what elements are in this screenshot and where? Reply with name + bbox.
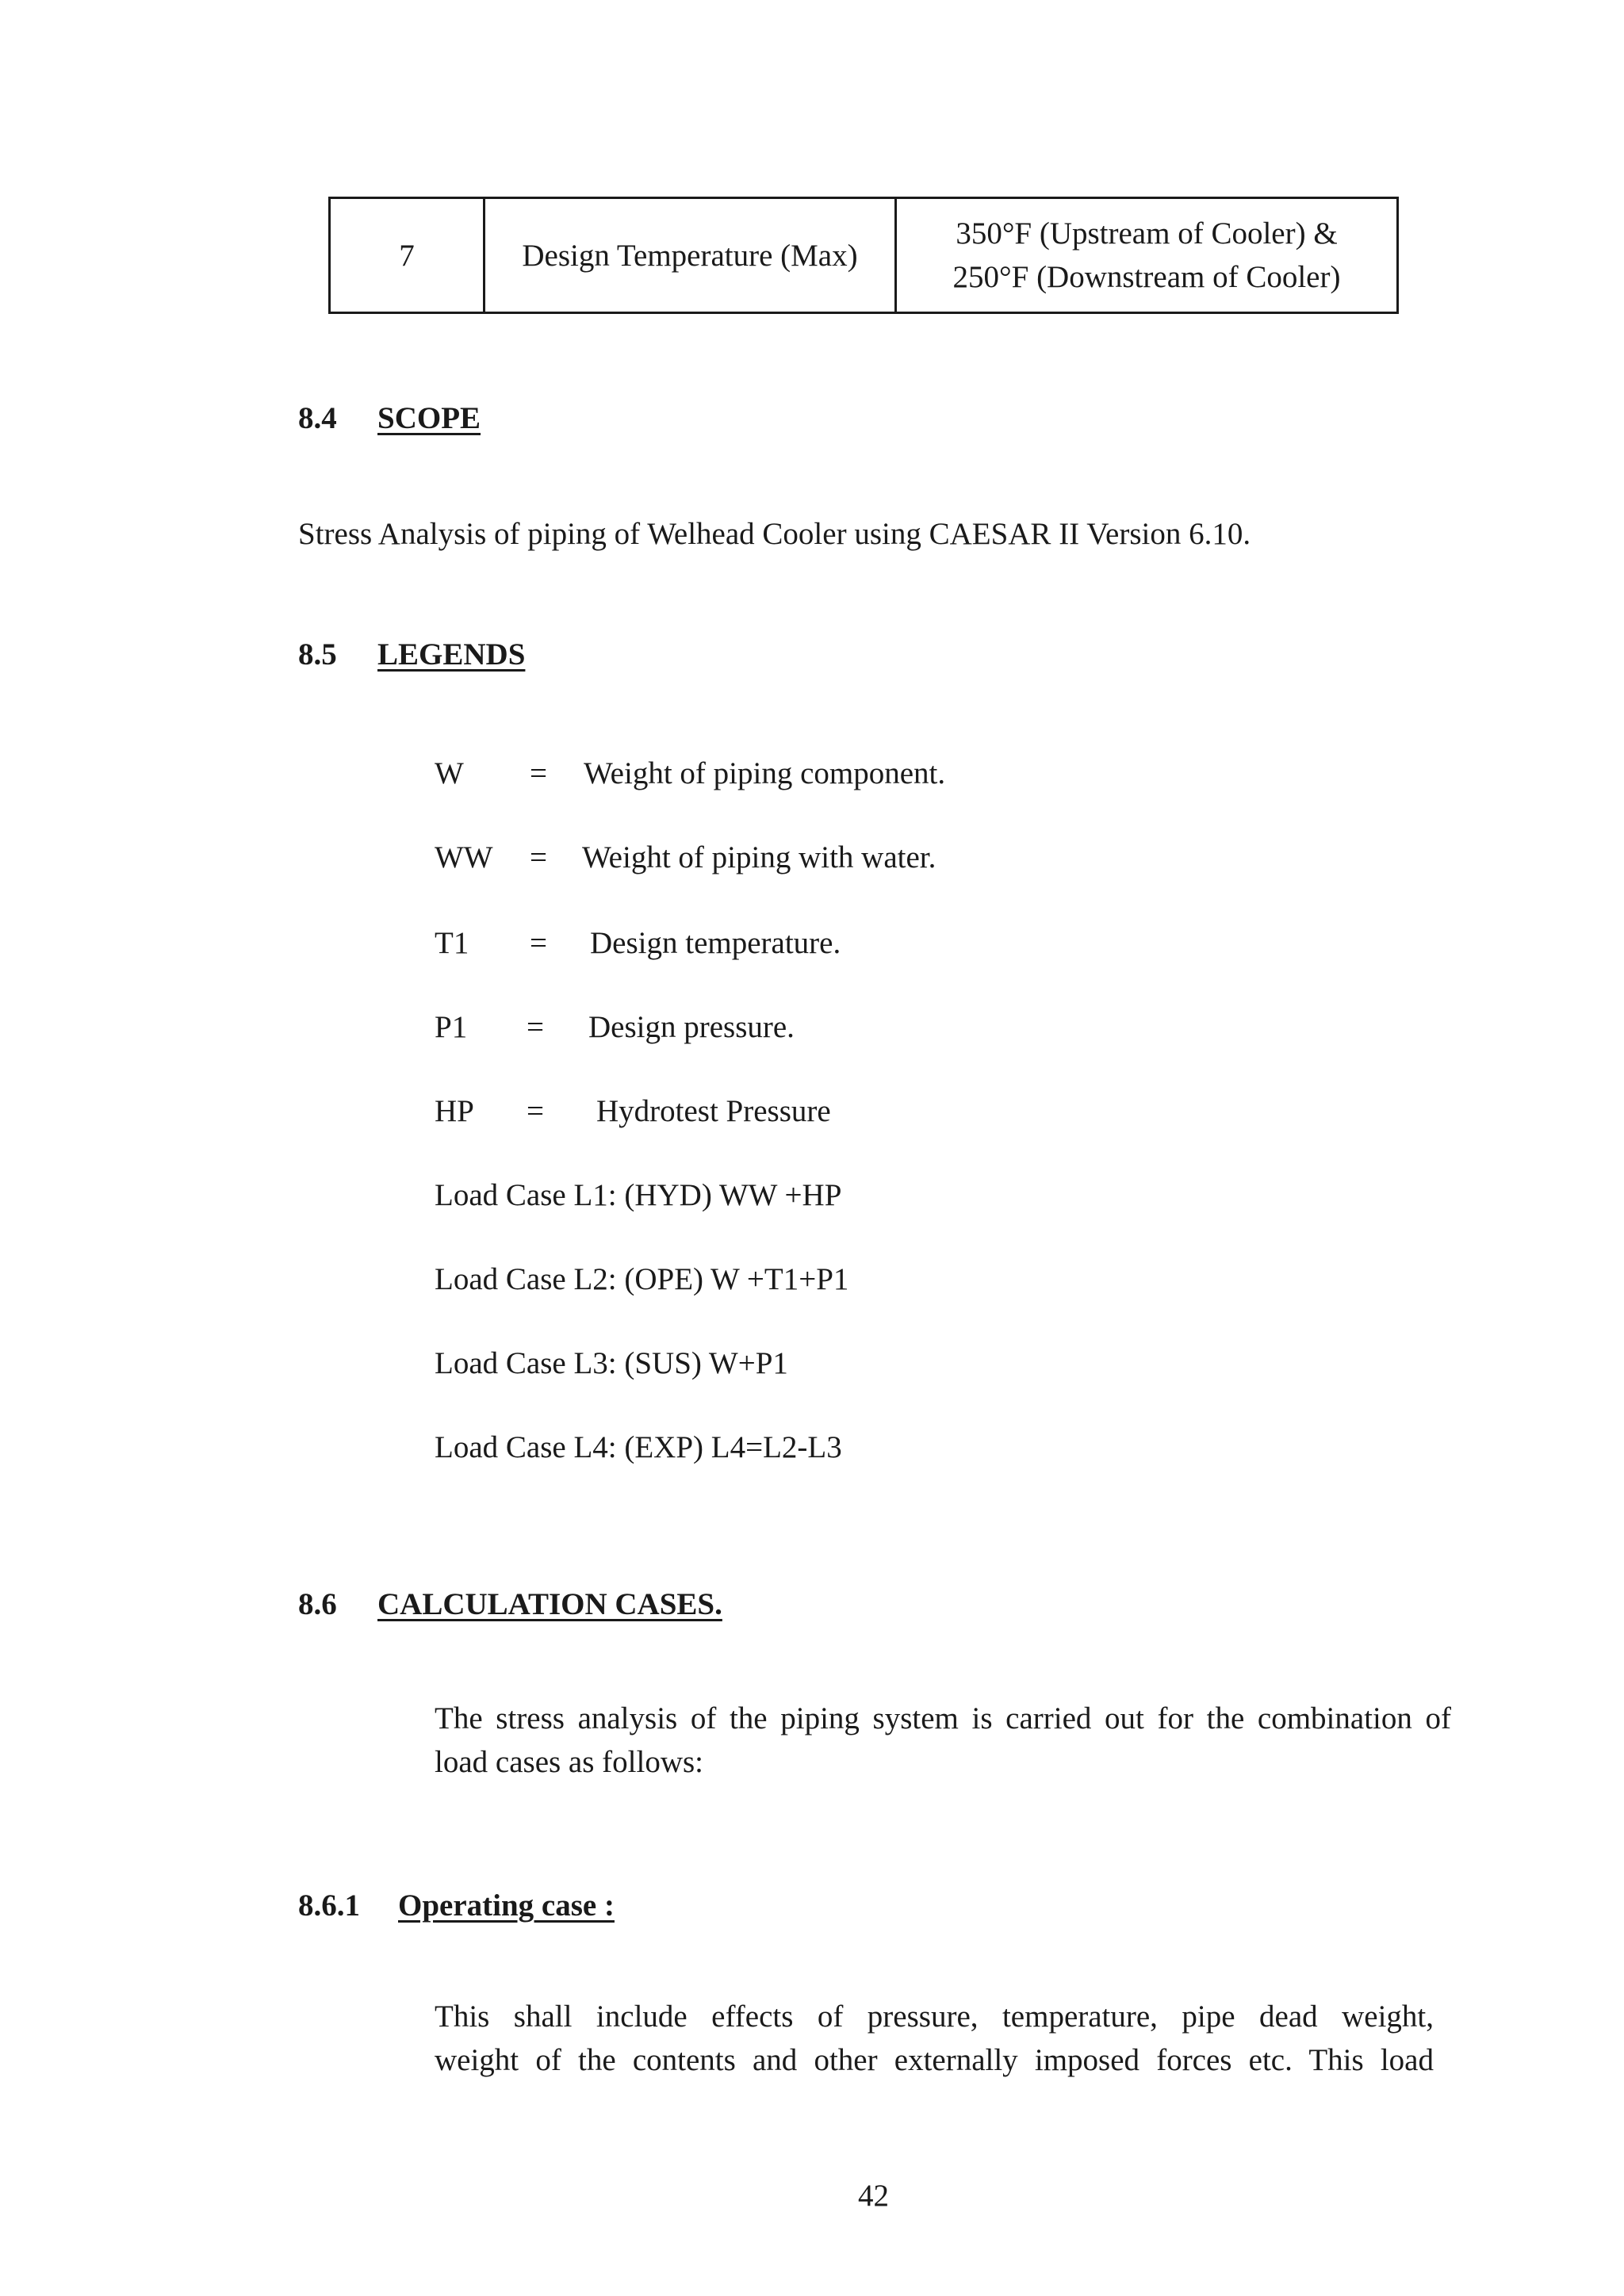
legend-description: Design temperature. [590, 926, 841, 960]
load-case-4: Load Case L4: (EXP) L4=L2-L3 [435, 1430, 842, 1464]
load-case-2: Load Case L2: (OPE) W +T1+P1 [435, 1262, 849, 1296]
table-cell-number: 7 [330, 198, 485, 313]
table-row [330, 198, 1398, 313]
section-number-scope: 8.4 [298, 401, 337, 435]
load-case-1: Load Case L1: (HYD) WW +HP [435, 1178, 842, 1212]
legend-description: Hydrotest Pressure [596, 1094, 831, 1128]
legend-equals: = [530, 756, 547, 790]
legend-equals: = [530, 840, 547, 874]
legend-description: Design pressure. [588, 1010, 795, 1044]
legend-symbol: WW [435, 840, 493, 874]
legend-symbol: P1 [435, 1010, 468, 1044]
legend-description: Weight of piping component. [584, 756, 946, 790]
legend-equals: = [530, 926, 547, 960]
calculation-cases-paragraph [435, 1697, 1451, 1784]
section-number-calculation-cases: 8.6 [298, 1587, 337, 1621]
legend-equals: = [527, 1010, 544, 1044]
scope-text: Stress Analysis of piping of Welhead Cooler using CAESAR II Version 6.10. [298, 517, 1251, 551]
section-title-operating-case: Operating case : [398, 1888, 615, 1923]
section-title-calculation-cases: CALCULATION CASES. [377, 1587, 722, 1621]
section-number-operating-case: 8.6.1 [298, 1888, 360, 1923]
section-number-legends: 8.5 [298, 637, 337, 672]
paragraph-line: This shall include effects of pressure, temperature, pipe dead weight, [435, 1999, 1434, 2034]
value-line-1: 350°F (Upstream of Cooler) & [956, 216, 1338, 251]
section-title-scope: SCOPE [377, 401, 481, 435]
page-number: 42 [858, 2179, 889, 2213]
legend-symbol: T1 [435, 926, 469, 960]
paragraph-line: load cases as follows: [435, 1745, 704, 1779]
legend-equals: = [527, 1094, 544, 1128]
legend-symbol: W [435, 756, 464, 790]
design-parameter-table [328, 197, 1399, 314]
table-cell-value [896, 198, 1398, 313]
section-title-legends: LEGENDS [377, 637, 526, 672]
load-case-3: Load Case L3: (SUS) W+P1 [435, 1346, 788, 1380]
legend-symbol: HP [435, 1094, 474, 1128]
table-cell-parameter: Design Temperature (Max) [485, 198, 896, 313]
value-line-2: 250°F (Downstream of Cooler) [952, 260, 1341, 294]
paragraph-line: The stress analysis of the piping system is carried out for the combination of [435, 1701, 1451, 1735]
operating-case-paragraph [435, 1995, 1434, 2082]
paragraph-line: weight of the contents and other externally imposed forces etc. This load [435, 2043, 1434, 2077]
legend-description: Weight of piping with water. [582, 840, 936, 874]
